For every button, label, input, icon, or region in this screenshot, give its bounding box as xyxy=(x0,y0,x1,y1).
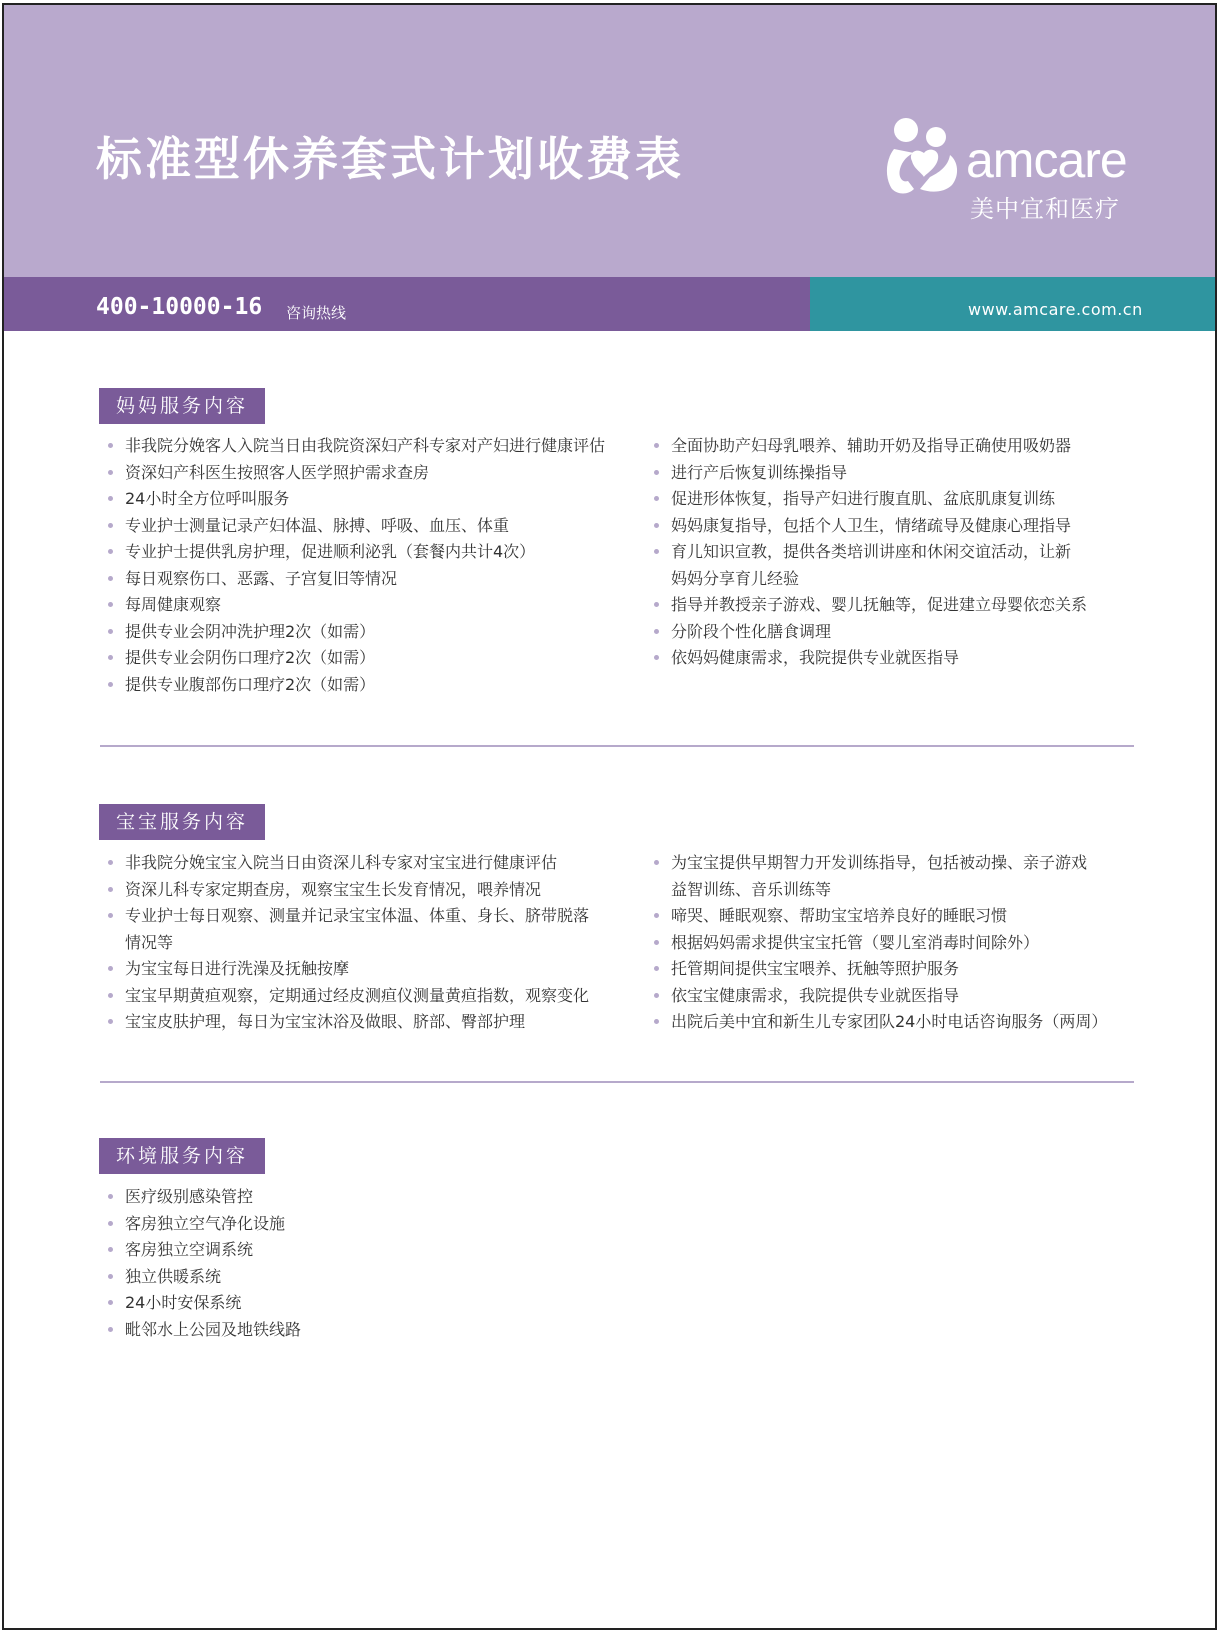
list-item: 根据妈妈需求提供宝宝托管（婴儿室消毒时间除外） xyxy=(649,930,1107,957)
list-item: 促进形体恢复，指导产妇进行腹直肌、盆底肌康复训练 xyxy=(649,486,1087,513)
list-item: 提供专业腹部伤口理疗2次（如需） xyxy=(103,672,605,699)
list-item: 依妈妈健康需求，我院提供专业就医指导 xyxy=(649,645,1087,672)
list-item: 啼哭、睡眠观察、帮助宝宝培养良好的睡眠习惯 xyxy=(649,903,1107,930)
list-item: 妈妈康复指导，包括个人卫生，情绪疏导及健康心理指导 xyxy=(649,513,1087,540)
list-item: 资深儿科专家定期查房，观察宝宝生长发育情况，喂养情况 xyxy=(103,877,589,904)
section-divider xyxy=(100,745,1134,747)
amcare-logo-icon xyxy=(884,115,964,197)
env-section-title: 环境服务内容 xyxy=(99,1138,265,1174)
logo-wordmark: amcare xyxy=(966,132,1127,188)
list-item: 宝宝早期黄疸观察，定期通过经皮测疸仪测量黄疸指数，观察变化 xyxy=(103,983,589,1010)
website-link[interactable]: www.amcare.com.cn xyxy=(968,300,1143,319)
mom-services-right xyxy=(649,433,1087,672)
list-item: 分阶段个性化膳食调理 xyxy=(649,619,1087,646)
list-item xyxy=(103,903,589,956)
list-item: 非我院分娩宝宝入院当日由资深儿科专家对宝宝进行健康评估 xyxy=(103,850,589,877)
section-divider xyxy=(100,1081,1134,1083)
hotline-label: 咨询热线 xyxy=(286,304,347,322)
list-item xyxy=(649,539,1087,592)
header-banner xyxy=(4,5,1215,277)
fee-sheet-page xyxy=(2,3,1217,1630)
baby-section-title: 宝宝服务内容 xyxy=(99,804,265,840)
list-item: 独立供暖系统 xyxy=(103,1264,301,1291)
list-item: 非我院分娩客人入院当日由我院资深妇产科专家对产妇进行健康评估 xyxy=(103,433,605,460)
list-item: 每周健康观察 xyxy=(103,592,605,619)
list-item: 每日观察伤口、恶露、子宫复旧等情况 xyxy=(103,566,605,593)
logo-chinese-name: 美中宜和医疗 xyxy=(970,195,1120,223)
list-item: 24小时全方位呼叫服务 xyxy=(103,486,605,513)
list-item: 毗邻水上公园及地铁线路 xyxy=(103,1317,301,1344)
env-services-list xyxy=(103,1184,301,1343)
list-item-line: 情况等 xyxy=(125,932,174,952)
list-item: 客房独立空调系统 xyxy=(103,1237,301,1264)
list-item: 提供专业会阴冲洗护理2次（如需） xyxy=(103,619,605,646)
list-item: 客房独立空气净化设施 xyxy=(103,1211,301,1238)
page-title: 标准型休养套式计划收费表 xyxy=(96,132,684,186)
hotline-number: 400-10000-16 xyxy=(96,294,263,320)
list-item: 指导并教授亲子游戏、婴儿抚触等，促进建立母婴依恋关系 xyxy=(649,592,1087,619)
list-item: 提供专业会阴伤口理疗2次（如需） xyxy=(103,645,605,672)
list-item: 全面协助产妇母乳喂养、辅助开奶及指导正确使用吸奶器 xyxy=(649,433,1087,460)
list-item: 专业护士提供乳房护理，促进顺利泌乳（套餐内共计4次） xyxy=(103,539,605,566)
list-item-line: 为宝宝提供早期智力开发训练指导，包括被动操、亲子游戏 xyxy=(671,853,1088,872)
amcare-logo xyxy=(884,115,1174,225)
mom-section-title: 妈妈服务内容 xyxy=(99,388,265,424)
list-item: 进行产后恢复训练操指导 xyxy=(649,460,1087,487)
list-item: 出院后美中宜和新生儿专家团队24小时电话咨询服务（两周） xyxy=(649,1009,1107,1036)
list-item: 为宝宝每日进行洗澡及抚触按摩 xyxy=(103,956,589,983)
list-item: 宝宝皮肤护理，每日为宝宝沐浴及做眼、脐部、臀部护理 xyxy=(103,1009,589,1036)
list-item: 医疗级别感染管控 xyxy=(103,1184,301,1211)
list-item: 24小时安保系统 xyxy=(103,1290,301,1317)
list-item: 托管期间提供宝宝喂养、抚触等照护服务 xyxy=(649,956,1107,983)
baby-services-right xyxy=(649,850,1107,1036)
list-item xyxy=(649,850,1107,903)
list-item-line: 专业护士每日观察、测量并记录宝宝体温、体重、身长、脐带脱落 xyxy=(125,906,590,925)
baby-services-left xyxy=(103,850,589,1036)
list-item-line: 益智训练、音乐训练等 xyxy=(671,879,832,899)
mom-services-left xyxy=(103,433,605,698)
list-item: 资深妇产科医生按照客人医学照护需求查房 xyxy=(103,460,605,487)
list-item: 依宝宝健康需求，我院提供专业就医指导 xyxy=(649,983,1107,1010)
list-item: 专业护士测量记录产妇体温、脉搏、呼吸、血压、体重 xyxy=(103,513,605,540)
list-item-line: 育儿知识宣教，提供各类培训讲座和休闲交谊活动，让新 xyxy=(671,542,1072,561)
list-item-line: 妈妈分享育儿经验 xyxy=(671,568,800,588)
